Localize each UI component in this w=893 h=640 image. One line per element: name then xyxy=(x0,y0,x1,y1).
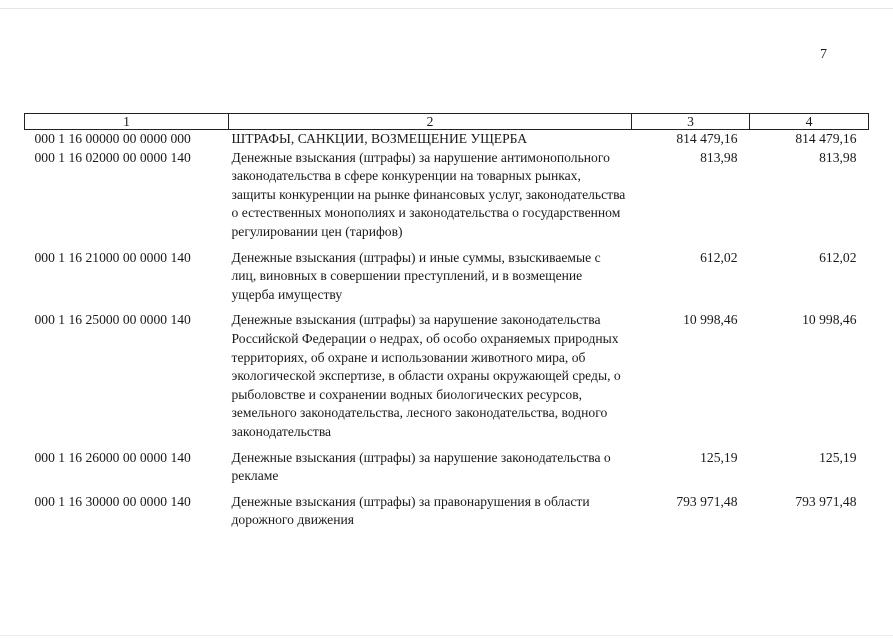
value-col-4: 125,19 xyxy=(819,449,857,465)
value-col-4: 10 998,46 xyxy=(802,312,857,328)
header-col-3: 3 xyxy=(632,114,750,130)
value-col-3: 612,02 xyxy=(700,249,738,265)
table-row xyxy=(25,130,869,149)
table-row xyxy=(25,493,869,530)
header-col-2: 2 xyxy=(229,114,632,130)
value-col-3: 10 998,46 xyxy=(683,312,738,328)
row-description: Денежные взыскания (штрафы) за нарушение законодательства Российской Федерации о недрах, об особо охраняемых природных территориях, об охране и использовании животного мира, об экологической экспертизе, в области охраны окружающей среды, о рыболовстве и сохранении водных биологических ресурсов, земельного законодательства, лесного законодательства, водного законодательства xyxy=(231,312,621,439)
budget-code: 000 1 16 21000 00 0000 140 xyxy=(34,249,191,265)
budget-code: 000 1 16 25000 00 0000 140 xyxy=(34,312,191,328)
value-col-3: 793 971,48 xyxy=(676,493,738,509)
budget-code: 000 1 16 02000 00 0000 140 xyxy=(34,149,191,165)
value-col-3: 125,19 xyxy=(700,449,738,465)
header-col-1: 1 xyxy=(25,114,229,130)
row-description: Денежные взыскания (штрафы) за нарушение антимонопольного законодательства в сфере конкуренции на товарных рынках, защиты конкуренции на рынке финансовых услуг, законодательства о естественных монополиях и законодательства о государственном регулировании цен (тарифов) xyxy=(231,149,626,239)
header-row xyxy=(25,114,869,130)
revenue-table-grid xyxy=(24,113,869,530)
page-number: 7 xyxy=(820,47,827,62)
budget-code: 000 1 16 26000 00 0000 140 xyxy=(34,449,191,465)
value-col-3: 813,98 xyxy=(700,149,738,165)
header-col-4: 4 xyxy=(750,114,869,130)
table-row xyxy=(25,249,869,312)
scan-edge-top xyxy=(0,8,893,9)
budget-code: 000 1 16 30000 00 0000 140 xyxy=(34,493,191,509)
scan-edge-bottom xyxy=(0,635,893,636)
value-col-4: 813,98 xyxy=(819,149,857,165)
table-row xyxy=(25,311,869,448)
value-col-4: 814 479,16 xyxy=(795,131,857,146)
row-description: Денежные взыскания (штрафы) за правонарушения в области дорожного движения xyxy=(231,493,590,528)
row-description: ШТРАФЫ, САНКЦИИ, ВОЗМЕЩЕНИЕ УЩЕРБА xyxy=(231,131,528,146)
value-col-3: 814 479,16 xyxy=(676,131,738,146)
row-description: Денежные взыскания (штрафы) за нарушение законодательства о рекламе xyxy=(231,449,611,484)
value-col-4: 793 971,48 xyxy=(795,493,857,509)
budget-code: 000 1 16 00000 00 0000 000 xyxy=(34,131,191,146)
revenue-table xyxy=(24,113,868,530)
table-row xyxy=(25,149,869,249)
table-row xyxy=(25,449,869,493)
value-col-4: 612,02 xyxy=(819,249,857,265)
row-description: Денежные взыскания (штрафы) и иные суммы, взыскиваемые с лиц, виновных в совершении преступлений, и в возмещение ущерба имуществу xyxy=(231,249,601,302)
